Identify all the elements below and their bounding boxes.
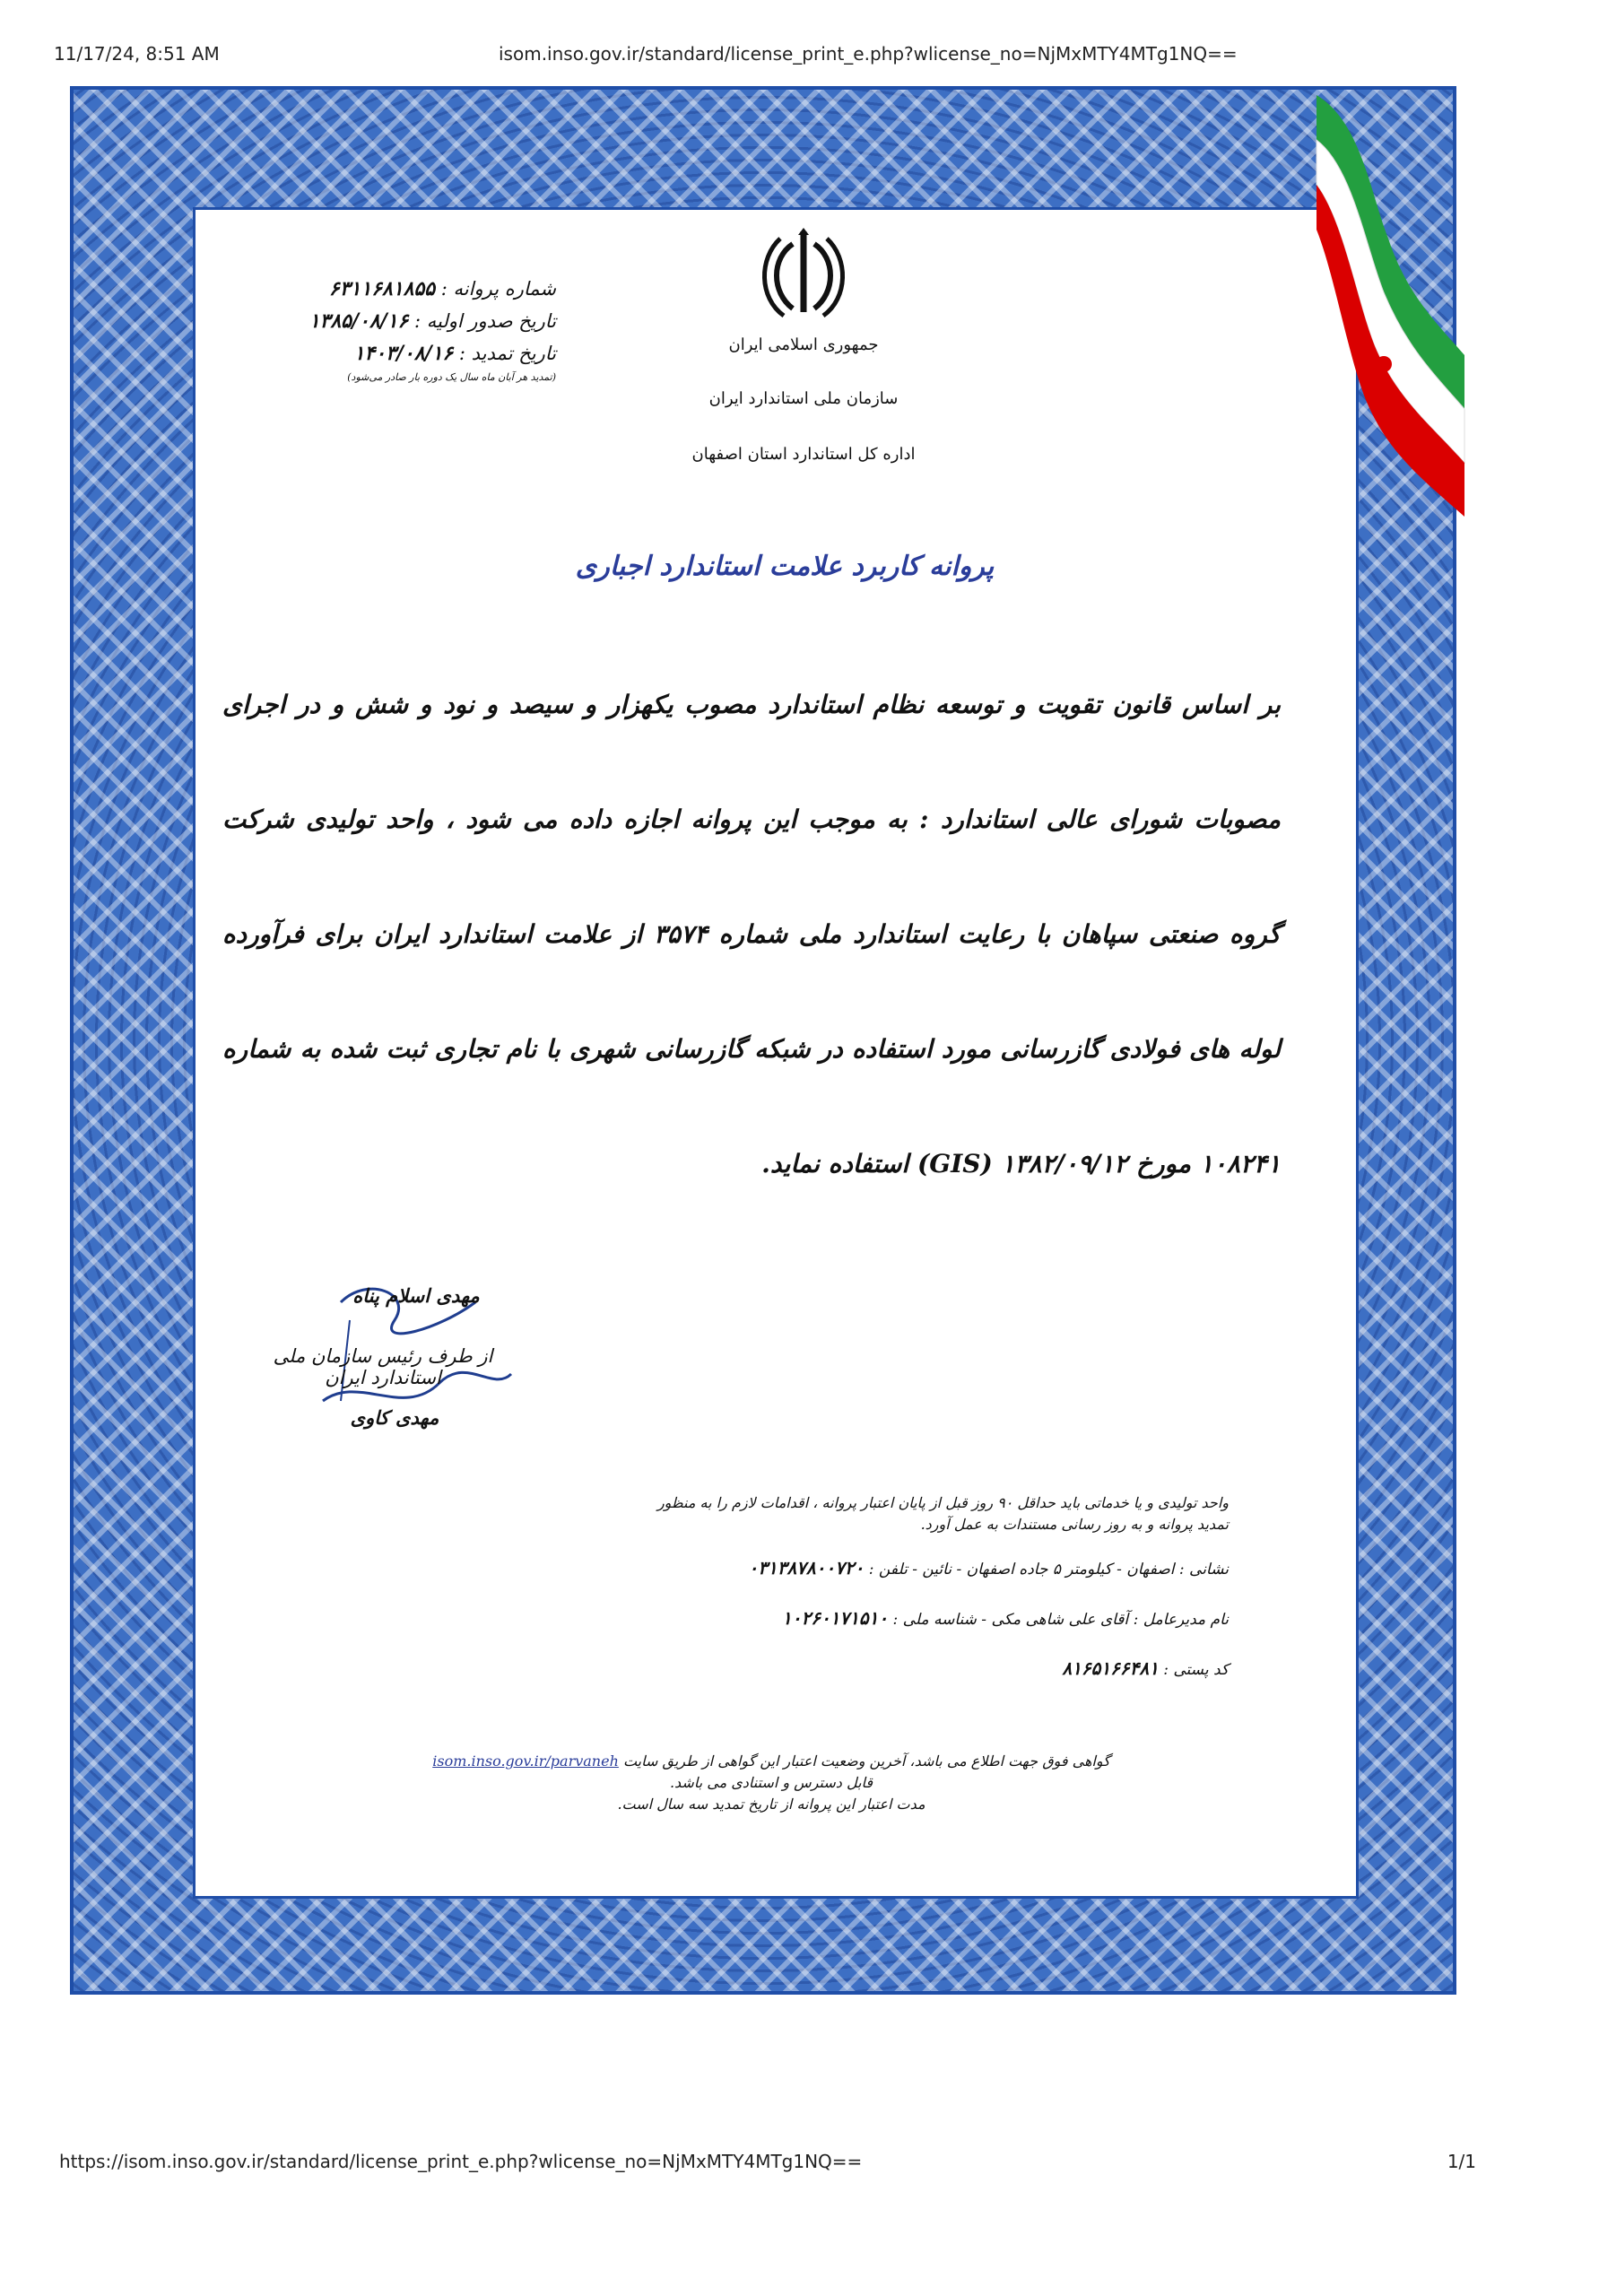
- signature-on-behalf: از طرف رئیس سازمان ملی استاندارد ایران: [273, 1345, 493, 1388]
- print-datetime: 11/17/24, 8:51 AM: [54, 43, 220, 65]
- certificate-title: پروانه کاربرد علامت استاندارد اجباری: [575, 551, 995, 582]
- license-meta: [269, 273, 556, 387]
- country-name: جمهوری اسلامی ایران: [728, 335, 879, 354]
- verification-link[interactable]: isom.inso.gov.ir/parvaneh: [432, 1752, 619, 1770]
- verification-note: [421, 1751, 1121, 1815]
- address-value: اصفهان - کیلومتر ۵ جاده اصفهان - نائین - تلفن :: [868, 1561, 1175, 1578]
- verification-prefix: گواهی فوق جهت اطلاع می باشد، آخرین وضعیت اعتبار این گواهی از طریق سایت: [622, 1752, 1110, 1770]
- certificate-body: بر اساس قانون تقویت و توسعه نظام استاندارد مصوب یکهزار و سیصد و نود و شش و در اجرای مصوبات شورای عالی استاندارد : به موجب این پروانه اجازه داده می شود ، واحد تولیدی شرکت گروه صنعتی سپاهان با رعایت استاندارد ملی شماره ۳۵۷۴ از علامت استاندارد ایران برای فرآورده لوله های فولادی گازرسانی مورد استفاده در شبکه گازرسانی شهری با نام تجاری ثبت شده به شماره ۱۰۸۲۴۱ مورخ ۱۳۸۲/۰۹/۱۲ (GIS) استفاده نماید.: [222, 690, 1281, 1178]
- ceo-row: [628, 1593, 1229, 1643]
- renewal-date-row: [269, 337, 556, 370]
- department-name: اداره کل استاندارد استان اصفهان: [691, 445, 916, 464]
- renewal-note: (تمدید هر آبان ماه سال یک دوره بار صادر می‌شود): [347, 371, 556, 383]
- address-label: نشانی :: [1178, 1561, 1229, 1578]
- address-row: [628, 1543, 1229, 1593]
- renewal-date-value: ۱۴۰۳/۰۸/۱۶: [353, 342, 454, 365]
- license-number-row: [269, 273, 556, 305]
- postal-row: [628, 1643, 1229, 1693]
- page-number: 1/1: [1447, 2151, 1476, 2172]
- print-header: [54, 43, 1545, 70]
- organization-name: سازمان ملی استاندارد ایران: [708, 389, 899, 408]
- postal-value: ۸۱۶۵۱۶۶۴۸۱: [1062, 1657, 1159, 1679]
- national-id-value: ۱۰۲۶۰۱۷۱۵۱۰: [781, 1607, 889, 1629]
- company-details: [628, 1492, 1229, 1693]
- issue-date-label: تاریخ صدور اولیه :: [414, 310, 556, 332]
- postal-label: کد پستی :: [1163, 1661, 1229, 1679]
- ceo-value: آقای علی شاهی مکی - شناسه ملی :: [892, 1611, 1129, 1629]
- issue-date-value: ۱۳۸۵/۰۸/۱۶: [309, 309, 409, 333]
- phone-value: ۰۳۱۳۸۷۸۰۰۷۲۰: [748, 1557, 865, 1578]
- verification-suffix: قابل دسترس و استنادی می باشد.: [669, 1774, 873, 1791]
- iran-emblem-icon: [759, 226, 848, 319]
- footer-url: https://isom.inso.gov.ir/standard/license_print_e.php?wlicense_no=NjMxMTY4MTg1NQ==: [59, 2151, 863, 2172]
- print-footer: [59, 2151, 1476, 2178]
- issue-date-row: [269, 305, 556, 337]
- verification-line1: [421, 1751, 1121, 1794]
- iran-flag-icon: [1299, 86, 1469, 552]
- signer-name: مهدی اسلام پناه: [352, 1284, 480, 1307]
- license-number-value: ۶۳۱۱۶۸۱۸۵۵: [328, 277, 436, 300]
- renewal-date-label: تاریخ تمدید :: [458, 343, 556, 364]
- license-number-label: شماره پروانه :: [440, 278, 556, 300]
- print-url: isom.inso.gov.ir/standard/license_print_e.php?wlicense_no=NjMxMTY4MTg1NQ==: [499, 43, 1238, 65]
- renewal-notice: واحد تولیدی و یا خدماتی باید حداقل ۹۰ روز قبل از پایان اعتبار پروانه ، اقدامات لازم را به منظور تمدید پروانه و به روز رسانی مستندات به عمل آورد.: [656, 1494, 1229, 1533]
- verification-line2: مدت اعتبار این پروانه از تاریخ تمدید سه سال است.: [617, 1796, 926, 1813]
- second-signer-name: مهدی کاوی: [350, 1406, 439, 1429]
- ceo-label: نام مدیرعامل :: [1133, 1611, 1229, 1629]
